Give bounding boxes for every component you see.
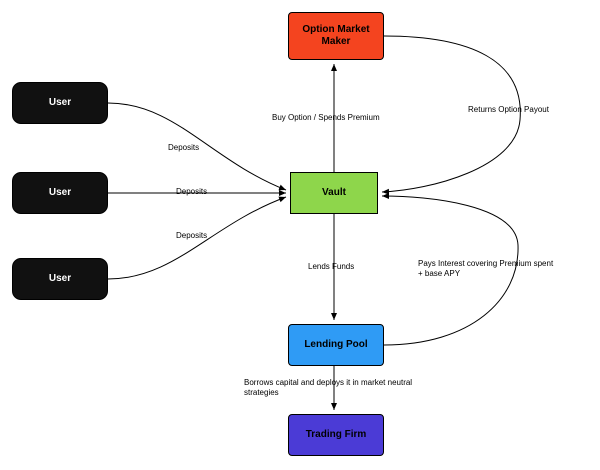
edge-label-borrows-capital: Borrows capital and deploys it in market neutral strategies — [244, 378, 413, 397]
edge-label-deposits-2: Deposits — [176, 187, 208, 196]
edge-label-pays-interest: Pays Interest covering Premium spent + base APY — [418, 259, 554, 278]
node-label: Vault — [322, 187, 346, 198]
edge-label-buy-option: Buy Option / Spends Premium — [272, 113, 380, 122]
node-label: User — [48, 187, 72, 198]
node-label: Trading Firm — [305, 429, 367, 440]
node-label: User — [48, 273, 72, 284]
node-trading-firm[interactable] — [288, 414, 384, 456]
node-user-1[interactable] — [12, 82, 108, 124]
edge-label-returns-option-payout: Returns Option Payout — [468, 105, 549, 114]
edge-label-deposits-1: Deposits — [168, 143, 200, 152]
node-label: Lending Pool — [304, 339, 368, 350]
node-lending-pool[interactable] — [288, 324, 384, 366]
edge-label-deposits-3: Deposits — [176, 231, 208, 240]
edge-label-lends-funds: Lends Funds — [308, 262, 355, 271]
node-user-3[interactable] — [12, 258, 108, 300]
node-label: Option Market Maker — [302, 24, 370, 47]
node-option-market-maker[interactable] — [288, 12, 384, 60]
node-label: User — [48, 97, 72, 108]
node-vault[interactable] — [290, 172, 378, 214]
node-user-2[interactable] — [12, 172, 108, 214]
